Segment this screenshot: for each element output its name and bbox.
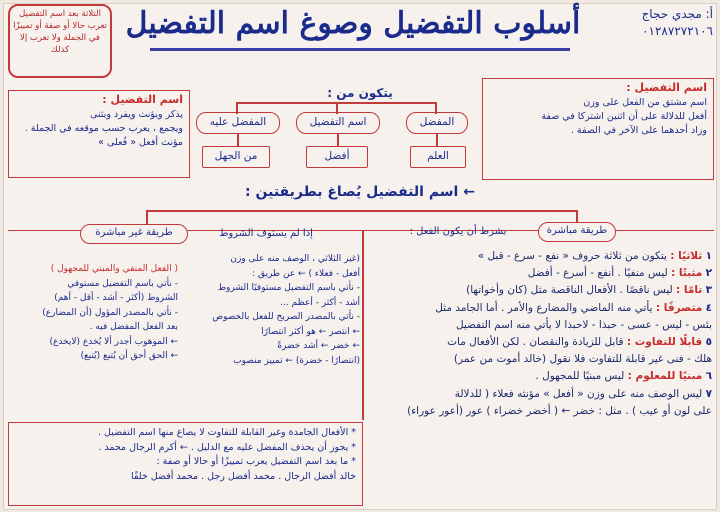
side-note [8, 4, 112, 78]
definition-left [8, 90, 190, 178]
definition-right [482, 78, 714, 180]
indirect-middle-line: - نأتي بالمصدر الصريح للفعل بالخصوص [212, 312, 360, 322]
component-favored: المفضل [406, 112, 468, 134]
definition-right-line1: اسم مشتق من الفعل على وزن [583, 97, 707, 108]
indirect-middle-list [176, 252, 360, 368]
definition-right-line2: أفعل للدلالة على أن اثنين اشتركا في صفة [541, 111, 707, 122]
condition-item: هلك - فنى غير قابلة للتفاوت فلا نقول (خالد أموت من عمر) [453, 353, 712, 366]
bottom-note: * يجوز أن يحذف المفضل عليه مع الدليل . ← أكرم الرجال محمد . [98, 441, 356, 453]
formation-branch-left [146, 210, 148, 224]
page-title: أسلوب التفضيل وصوغ اسم التفضيل [125, 6, 581, 41]
direct-method: طريقة مباشرة [538, 222, 616, 242]
indirect-left-line: - نأتي بالمصدر المؤول (أن المضارع) [42, 307, 178, 318]
definition-left-line1: يذكر ويؤنث ويفرد ويثنى [90, 109, 183, 120]
indirect-middle-line: (انتصارًا - خضرة) ← تمييز منصوب [233, 355, 360, 366]
indirect-middle-line: ← خضر ← أشد خضرةً [277, 341, 360, 351]
component-superlative: اسم التفضيل [296, 112, 380, 134]
definition-right-title: اسم التفضيل : [626, 81, 707, 94]
condition-item: ١ ثلاثيًا : يتكون من ثلاثة حروف « نفع - سرع - قبل » [477, 250, 712, 262]
condition-item: ٥ قابلًا للتفاوت : قابل للزيادة والنقصان . لكن الأفعال مات [447, 336, 712, 349]
methods-divider [362, 230, 364, 420]
definition-left-title: اسم التفضيل : [102, 93, 183, 106]
component-compared: المفضل عليه [196, 112, 280, 134]
bottom-note: * ما بعد اسم التفضيل يعرب تمييزًا أو حالا أو صفة : [156, 456, 356, 467]
condition-item: بئس - ليس - عسى - حبذا - لاحبذا لا يأتي منه اسم التفضيل [455, 318, 712, 331]
side-note-text: الثلاثة بعد اسم التفضيل تعرب حالا أو صفة أو تمييزًا في الجملة ولا تعرب إلا كذلك [13, 9, 107, 55]
tree-down-left [237, 134, 239, 146]
indirect-left-line: بعد الفعل المفضل فيه . [89, 322, 178, 332]
indirect-left-line: ← الموهوب أجدر ألا يُخدع (لايخدع) [49, 336, 178, 347]
indirect-middle-line: أفعل - فعلاء ) ← عن طريق : [252, 268, 360, 279]
formation-line [146, 210, 576, 212]
bottom-note: * الأفعال الجامدة وغير القابلة للتفاوت لا يصاغ منها اسم التفضيل . [97, 427, 356, 438]
tree-down-mid [337, 134, 339, 146]
indirect-left-line: ( الفعل المنفي والمبني للمجهول ) [50, 264, 178, 274]
condition-item: ٦ مبنيًا للمعلوم : ليس مبنيًا للمجهول . [535, 370, 712, 383]
teacher-phone: ٠١٢٨٧٢٧٢١٠٦ [642, 24, 713, 38]
indirect-middle-line: (غير الثلاثي ، الوصف منه على وزن [230, 254, 360, 264]
formation-title: ← اسم التفضيل يُصاغ بطريقتين : [245, 184, 475, 200]
teacher-info [603, 6, 713, 40]
indirect-left-line: - نأتي باسم التفضيل مستوفي [67, 278, 178, 289]
condition-item: ٤ متصرفًا : يأتي منه الماضي والمضارع والأمر . أما الجامد مثل [435, 301, 712, 314]
bottom-notes [8, 422, 363, 506]
definition-left-line2: ويجمع ، يعرب حسب موقعه في الجملة . [24, 123, 183, 134]
conditions-list [370, 248, 712, 420]
example-favored: العلم [410, 146, 466, 168]
condition-item: ٢ مثبتًا : ليس منفيًا . أنفع - أسرع - أفضل [527, 267, 712, 280]
indirect-condition: إذا لم يستوف الشروط [219, 228, 313, 239]
indirect-left-line: الشروط (أكثر - أشد - أقل - أهم) [54, 293, 178, 303]
example-compared: من الجهل [202, 146, 270, 168]
origin-label: يتكون من : [327, 86, 393, 100]
condition-item: على لون أو عيب ) . مثل : خضر ← ( أخضر خضراء ) عور (أعور عوراء) [407, 404, 712, 417]
definition-right-line3: وزاد أحدهما على الآخر في الصفة . [570, 125, 707, 136]
condition-item: ٣ تامًا : ليس ناقصًا . الأفعال الناقصة مثل (كان وأخواتها) [466, 284, 712, 297]
indirect-middle-line: أشد - أكثر - أعظم ... [280, 297, 360, 308]
indirect-left-line: ← الحق أحق أن يُتبع (يُتبع) [80, 351, 178, 361]
teacher-name: أ: مجدي حجاج [641, 7, 713, 21]
indirect-left-list [8, 262, 178, 364]
indirect-method: طريقة غير مباشرة [80, 224, 188, 244]
direct-condition: بشرط أن يكون الفعل : [409, 226, 507, 237]
condition-item: ٧ ليس الوصف منه على وزن « أفعل » مؤنثه فعلاء ( للدلالة [454, 387, 712, 400]
definition-left-line3: مؤنث أفعل « فُعلى » [98, 137, 183, 148]
tree-down-right [436, 134, 438, 146]
indirect-middle-line: ← انتصر ← هو أكثر انتصارًا [261, 326, 360, 337]
bottom-note: خالد أفضل الرجال . محمد أفضل رجل . محمد أفضل خلقًا [131, 470, 356, 482]
indirect-middle-line: - نأتي باسم التفضيل مستوفيًا الشروط [217, 283, 360, 293]
example-superlative: أفضل [306, 146, 368, 168]
title-underline [150, 48, 570, 51]
